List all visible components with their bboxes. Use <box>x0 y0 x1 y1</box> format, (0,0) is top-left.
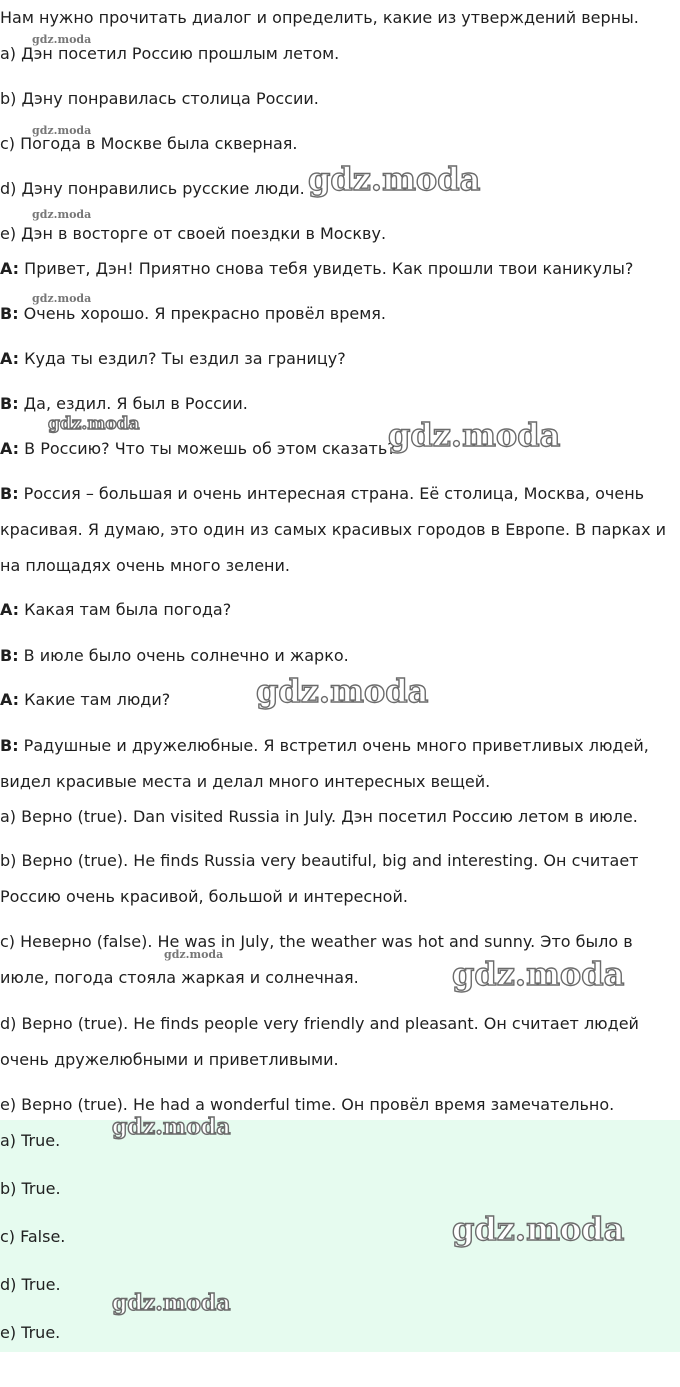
dialog-line: A: Привет, Дэн! Приятно снова тебя увидеть. Как прошли твои каникулы? <box>0 259 634 278</box>
answer-b: b) True. <box>0 1179 61 1198</box>
statement-c: c) Погода в Москве была скверная. <box>0 134 298 153</box>
intro-text: Нам нужно прочитать диалог и определить, какие из утверждений верны. <box>0 8 639 27</box>
answer-c: c) False. <box>0 1227 66 1246</box>
dialog-line: видел красивые места и делал много интересных вещей. <box>0 772 491 791</box>
watermark: gdz.moda <box>388 416 561 454</box>
watermark: gdz.moda <box>32 292 92 305</box>
explanation-line: c) Неверно (false). He was in July, the weather was hot and sunny. Это было в <box>0 932 633 951</box>
dialog-line: A: Какая там была погода? <box>0 600 232 619</box>
watermark: gdz.moda <box>32 124 92 137</box>
dialog-line: B: Россия – большая и очень интересная страна. Её столица, Москва, очень <box>0 484 645 503</box>
explanation-line: Россию очень красивой, большой и интересной. <box>0 887 408 906</box>
statement-b: b) Дэну понравилась столица России. <box>0 89 319 108</box>
answer-e: e) True. <box>0 1323 61 1342</box>
statement-d: d) Дэну понравились русские люди. <box>0 179 305 198</box>
dialog-line: B: Очень хорошо. Я прекрасно провёл время. <box>0 304 386 323</box>
explanation-line: d) Верно (true). He finds people very friendly and pleasant. Он считает людей <box>0 1014 639 1033</box>
watermark: gdz.moda <box>48 414 140 434</box>
statement-a: a) Дэн посетил Россию прошлым летом. <box>0 44 340 63</box>
watermark: gdz.moda <box>32 33 92 46</box>
watermark: gdz.moda <box>112 1290 231 1316</box>
dialog-line: B: Да, ездил. Я был в России. <box>0 394 248 413</box>
dialog-line: A: Куда ты ездил? Ты ездил за границу? <box>0 349 346 368</box>
dialog-line: B: Радушные и дружелюбные. Я встретил очень много приветливых людей, <box>0 736 649 755</box>
dialog-line: красивая. Я думаю, это один из самых красивых городов в Европе. В парках и <box>0 520 667 539</box>
dialog-line: A: Какие там люди? <box>0 690 171 709</box>
explanation-line: b) Верно (true). He finds Russia very beautiful, big and interesting. Он считает <box>0 851 639 870</box>
answer-d: d) True. <box>0 1275 61 1294</box>
explanation-line: июле, погода стояла жаркая и солнечная. <box>0 968 359 987</box>
explanation-line: e) Верно (true). He had a wonderful time. Он провёл время замечательно. <box>0 1095 615 1114</box>
watermark: gdz.moda <box>308 160 481 198</box>
watermark: gdz.moda <box>32 208 92 221</box>
answer-a: a) True. <box>0 1131 61 1150</box>
watermark: gdz.moda <box>452 955 625 993</box>
dialog-line: B: В июле было очень солнечно и жарко. <box>0 646 349 665</box>
watermark: gdz.moda <box>256 672 429 710</box>
dialog-line: на площадях очень много зелени. <box>0 556 290 575</box>
explanation-line: a) Верно (true). Dan visited Russia in July. Дэн посетил Россию летом в июле. <box>0 807 638 826</box>
watermark: gdz.moda <box>452 1210 625 1248</box>
watermark: gdz.moda <box>164 948 224 961</box>
statement-e: e) Дэн в восторге от своей поездки в Москву. <box>0 224 387 243</box>
watermark: gdz.moda <box>112 1114 231 1140</box>
explanation-line: очень дружелюбными и приветливыми. <box>0 1050 339 1069</box>
dialog-line: A: В Россию? Что ты можешь об этом сказать? <box>0 439 396 458</box>
